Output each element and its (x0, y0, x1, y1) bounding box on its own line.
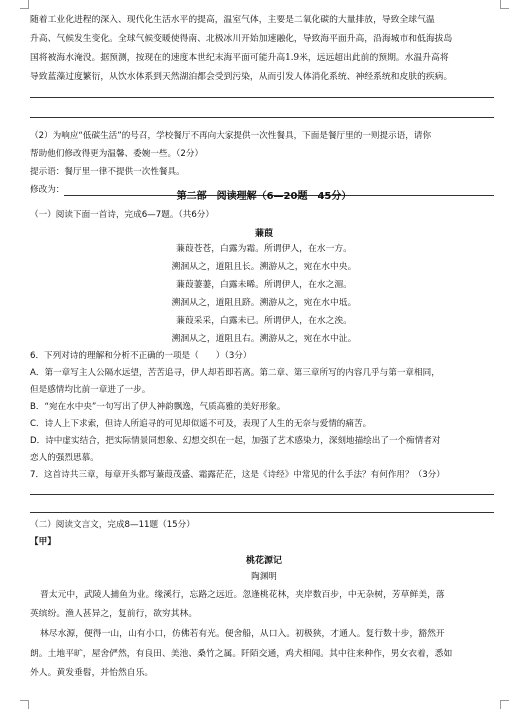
q7-stem: 7．这首诗共三章，每章开头都写蒹葭茂盛、霜露茫茫，这是《诗经》中常见的什么手法？有何作用？（3分） (30, 470, 445, 480)
answer-line (30, 494, 494, 495)
essay-p2-line-2: 朗。土地平旷，屋舍俨然，有良田、美池、桑竹之属。阡陌交通，鸡犬相闻。其中往来种作，男女衣着，悉如 (30, 649, 453, 659)
q2-line-1: （2）为响应“低碳生活”的号召，学校餐厅不再向大家提供一次性餐具，下面是餐厅里的一则提示语，请你 (30, 131, 432, 141)
essay-p2-line-1: 林尽水源，便得一山，山有小口，仿佛若有光。便舍船，从口入。初极狭，才通人。复行数十步，豁然开 (40, 629, 445, 639)
crop-mark-bottom-right (500, 700, 509, 709)
part2-sub2: （二）阅读文言文，完成8—11题（15分） (30, 520, 195, 530)
poem-line: 溯洄从之，道阻且长。溯游从之，宛在水中央。 (171, 262, 357, 272)
q2-line-2: 帮助他们修改得更为温馨、委婉一些。（2分） (30, 149, 204, 159)
part2-sub1: （一）阅读下面一首诗，完成6—7题。（共6分） (30, 210, 214, 220)
answer-line (30, 97, 494, 98)
crop-mark-top-left (20, 0, 29, 9)
essay-p1-line-2: 英缤纷。渔人甚异之，复前行，欲穷其林。 (30, 609, 198, 619)
poem-line: 蒹葭苍苍，白露为霜。所谓伊人，在水一方。 (176, 244, 352, 254)
part2-title: 第二部 阅读理解（6—20题 45分） (176, 191, 352, 202)
q6-option-a-line-2: 但是感情均比前一章进了一步。 (30, 385, 151, 395)
q2-revise-label: 修改为： (30, 185, 65, 195)
essay-p1-line-1: 晋太元中，武陵人捕鱼为业。缘溪行，忘路之远近。忽逢桃花林，夹岸数百步，中无杂树，芳草鲜美，落 (40, 590, 445, 600)
essay-p2-line-3: 外人。黄发垂髫，并怡然自乐。 (30, 668, 154, 678)
crop-mark-bottom-left (20, 700, 29, 709)
essay-author: 陶渊明 (251, 572, 277, 582)
jia-label: 【甲】 (30, 537, 56, 547)
intro-line-2: 升高、气候发生变化。全球气候变暖使得南、北极冰川开始加速融化，导致海平面升高，沿海城市和低海拔岛 (30, 34, 453, 44)
poem-line: 溯洄从之，道阻且右。溯游从之，宛在水中沚。 (171, 334, 357, 344)
poem-line: 溯洄从之，道阻且跻。溯游从之，宛在水中坻。 (171, 298, 357, 308)
q6-option-d-line-2: 恋人的强烈思慕。 (30, 453, 99, 463)
intro-line-1: 随着工业化进程的深入、现代化生活水平的提高，温室气体，主要是二氧化碳的大量排放，导致全球气温 (30, 15, 435, 25)
crop-mark-top-right (500, 0, 509, 9)
answer-line (30, 512, 494, 513)
poem-line: 蒹葭采采，白露未已。所谓伊人，在水之涘。 (176, 316, 352, 326)
poem-line: 蒹葭萋萋，白露未晞。所谓伊人，在水之湄。 (176, 280, 352, 290)
poem-title: 蒹葭 (254, 229, 273, 239)
q6-option-b: B．“宛在水中央”一句写出了伊人神韵飘逸，气质高雅的美好形象。 (30, 402, 286, 412)
q6-option-a-line-1: A．第一章写主人公隔水远望，苦苦追寻，伊人却若即若离。第二章、第三章所写的内容几乎与第一章相同， (30, 368, 440, 378)
q2-prompt: 提示语：餐厅里一律不提供一次性餐具。 (30, 167, 185, 177)
intro-line-3: 国将被海水淹没。据预测，按现在的速度本世纪末海平面可能升高1.9米，远远超出此前的预期。水温升高将 (30, 53, 449, 63)
essay-title: 桃花源记 (245, 556, 282, 566)
q6-option-d-line-1: D．诗中虚实结合，把实际情景同想象、幻想交织在一起，加强了艺术感染力，深刻地描绘出了一个痴情者对 (30, 436, 441, 446)
q6-option-c: C．诗人上下求索，但诗人所追寻的可见却似遥不可及，表现了人生的无奈与爱情的痛苦。 (30, 419, 372, 429)
answer-line (30, 117, 494, 118)
q6-stem: 6．下列对诗的理解和分析不正确的一项是（ ）（3分） (30, 351, 252, 361)
intro-line-4: 导致蓝藻过度繁衍，从饮水体系到天然湖泊都会受到污染，从而引发人体消化系统、神经系统和皮肤的疾病。 (30, 72, 453, 82)
